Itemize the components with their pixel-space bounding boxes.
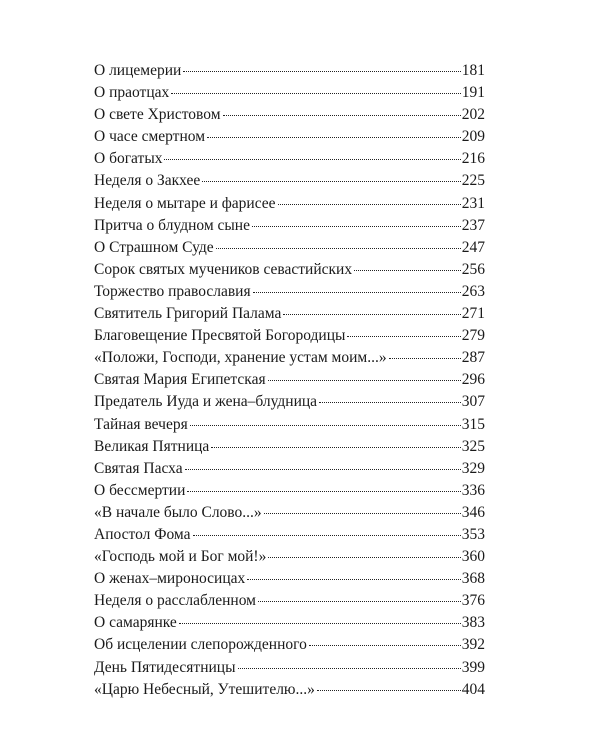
toc-entry-title: Великая Пятница [94, 437, 210, 455]
toc-entry-page-number: 376 [461, 592, 485, 610]
toc-entry [94, 371, 485, 393]
dot-leader [223, 115, 461, 116]
toc-entry-page-number: 296 [461, 371, 485, 389]
toc-entry [94, 438, 485, 460]
toc-entry-page-number: 287 [461, 349, 485, 367]
toc-entry-page-number: 383 [461, 614, 485, 632]
toc-entry-title: О часе смертном [94, 128, 206, 146]
toc-entry-page-number: 279 [461, 327, 485, 345]
toc-entry-title: Сорок святых мучеников севастийских [94, 260, 353, 278]
toc-entry-page-number: 225 [461, 172, 485, 190]
toc-entry-page-number: 353 [461, 525, 485, 543]
toc-entry-page-number: 399 [461, 658, 485, 676]
dot-leader [258, 601, 461, 602]
toc-entry [94, 681, 485, 703]
dot-leader [317, 690, 461, 691]
toc-entry-page-number: 181 [461, 62, 485, 79]
toc-entry-title: Святитель Григорий Палама [94, 305, 282, 323]
toc-entry [94, 150, 485, 172]
dot-leader [309, 645, 461, 646]
toc-entry [94, 636, 485, 658]
toc-entry-title: День Пятидесятницы [94, 658, 236, 676]
toc-entry [94, 548, 485, 570]
toc-entry-title: Святая Мария Египетская [94, 371, 266, 389]
toc-entry-page-number: 209 [461, 128, 485, 146]
toc-entry-page-number: 325 [461, 437, 485, 455]
dot-leader [253, 292, 461, 293]
toc-entry-page-number: 263 [461, 282, 485, 300]
toc-entry [94, 614, 485, 636]
toc-entry [94, 283, 485, 305]
dot-leader [252, 226, 461, 227]
toc-entry-title: О бессмертии [94, 481, 186, 499]
toc-entry-title: О Страшном Суде [94, 238, 214, 256]
dot-leader [171, 93, 461, 94]
toc-entry-title: Тайная вечеря [94, 415, 188, 433]
toc-entry [94, 128, 485, 150]
toc-entry [94, 393, 485, 415]
toc-entry-page-number: 237 [461, 216, 485, 234]
toc-entry-title: О лицемерии [94, 62, 182, 79]
toc-entry [94, 84, 485, 106]
toc-entry-page-number: 336 [461, 481, 485, 499]
toc-entry-page-number: 231 [461, 194, 485, 212]
dot-leader [264, 513, 461, 514]
toc-entry-title: Торжество православия [94, 282, 251, 300]
toc-entry-page-number: 360 [461, 548, 485, 566]
dot-leader [216, 248, 461, 249]
toc-entry-title: Неделя о расслабленном [94, 592, 256, 610]
toc-entry [94, 62, 485, 84]
toc-entry [94, 592, 485, 614]
toc-entry-page-number: 216 [461, 150, 485, 168]
toc-entry-page-number: 247 [461, 238, 485, 256]
toc-entry [94, 195, 485, 217]
dot-leader [187, 491, 460, 492]
toc-entry [94, 482, 485, 504]
toc-entry-title: О богатых [94, 150, 163, 168]
dot-leader [268, 380, 461, 381]
toc-entry-page-number: 271 [461, 305, 485, 323]
toc-entry [94, 570, 485, 592]
toc-entry-title: Апостол Фома [94, 525, 191, 543]
toc-entry [94, 504, 485, 526]
dot-leader [164, 159, 460, 160]
dot-leader [179, 623, 461, 624]
toc-entry-page-number: 191 [461, 84, 485, 102]
dot-leader [354, 270, 461, 271]
toc-entry [94, 349, 485, 371]
toc-entry-title: «Царю Небесный, Утешителю...» [94, 680, 315, 698]
toc-entry [94, 659, 485, 681]
toc-entry-title: «Положи, Господи, хранение устам моим...» [94, 349, 387, 367]
toc-entry-title: Неделя о мытаре и фарисее [94, 194, 276, 212]
toc-entry-title: О самарянке [94, 614, 177, 632]
toc-entry-page-number: 202 [461, 106, 485, 124]
toc-entry-title: «В начале было Слово...» [94, 503, 262, 521]
toc-entry-page-number: 368 [461, 570, 485, 588]
toc-entry-page-number: 346 [461, 503, 485, 521]
toc-entry-page-number: 315 [461, 415, 485, 433]
toc-entry [94, 172, 485, 194]
toc-entry [94, 261, 485, 283]
dot-leader [193, 535, 461, 536]
toc-entry-title: Притча о блудном сыне [94, 216, 250, 234]
dot-leader [190, 425, 461, 426]
dot-leader [283, 314, 460, 315]
toc-entry-page-number: 256 [461, 260, 485, 278]
dot-leader [207, 137, 461, 138]
toc-entry [94, 305, 485, 327]
dot-leader [268, 557, 460, 558]
toc-entry [94, 416, 485, 438]
toc-entry [94, 327, 485, 349]
toc-entry-title: О женах–мироносицах [94, 570, 246, 588]
toc-entry [94, 106, 485, 128]
dot-leader [238, 668, 461, 669]
dot-leader [347, 336, 460, 337]
toc-entry [94, 460, 485, 482]
toc-entry-page-number: 307 [461, 393, 485, 411]
toc-entry [94, 217, 485, 239]
table-of-contents [94, 62, 485, 703]
dot-leader [278, 204, 461, 205]
dot-leader [183, 71, 460, 72]
toc-entry-page-number: 404 [461, 680, 485, 698]
toc-entry-title: «Господь мой и Бог мой!» [94, 548, 267, 566]
toc-entry [94, 239, 485, 261]
dot-leader [389, 358, 461, 359]
toc-entry [94, 526, 485, 548]
dot-leader [202, 181, 460, 182]
toc-entry-title: О свете Христовом [94, 106, 221, 124]
toc-entry-page-number: 329 [461, 459, 485, 477]
toc-entry-title: Благовещение Пресвятой Богородицы [94, 327, 346, 345]
toc-entry-title: Предатель Иуда и жена–блудница [94, 393, 318, 411]
toc-entry-page-number: 392 [461, 636, 485, 654]
toc-entry-title: Об исцелении слепорожденного [94, 636, 307, 654]
toc-entry-title: Святая Пасха [94, 459, 183, 477]
toc-entry-title: О праотцах [94, 84, 170, 102]
dot-leader [247, 579, 460, 580]
toc-entry-title: Неделя о Закхее [94, 172, 201, 190]
dot-leader [211, 447, 460, 448]
dot-leader [319, 402, 461, 403]
dot-leader [185, 469, 461, 470]
